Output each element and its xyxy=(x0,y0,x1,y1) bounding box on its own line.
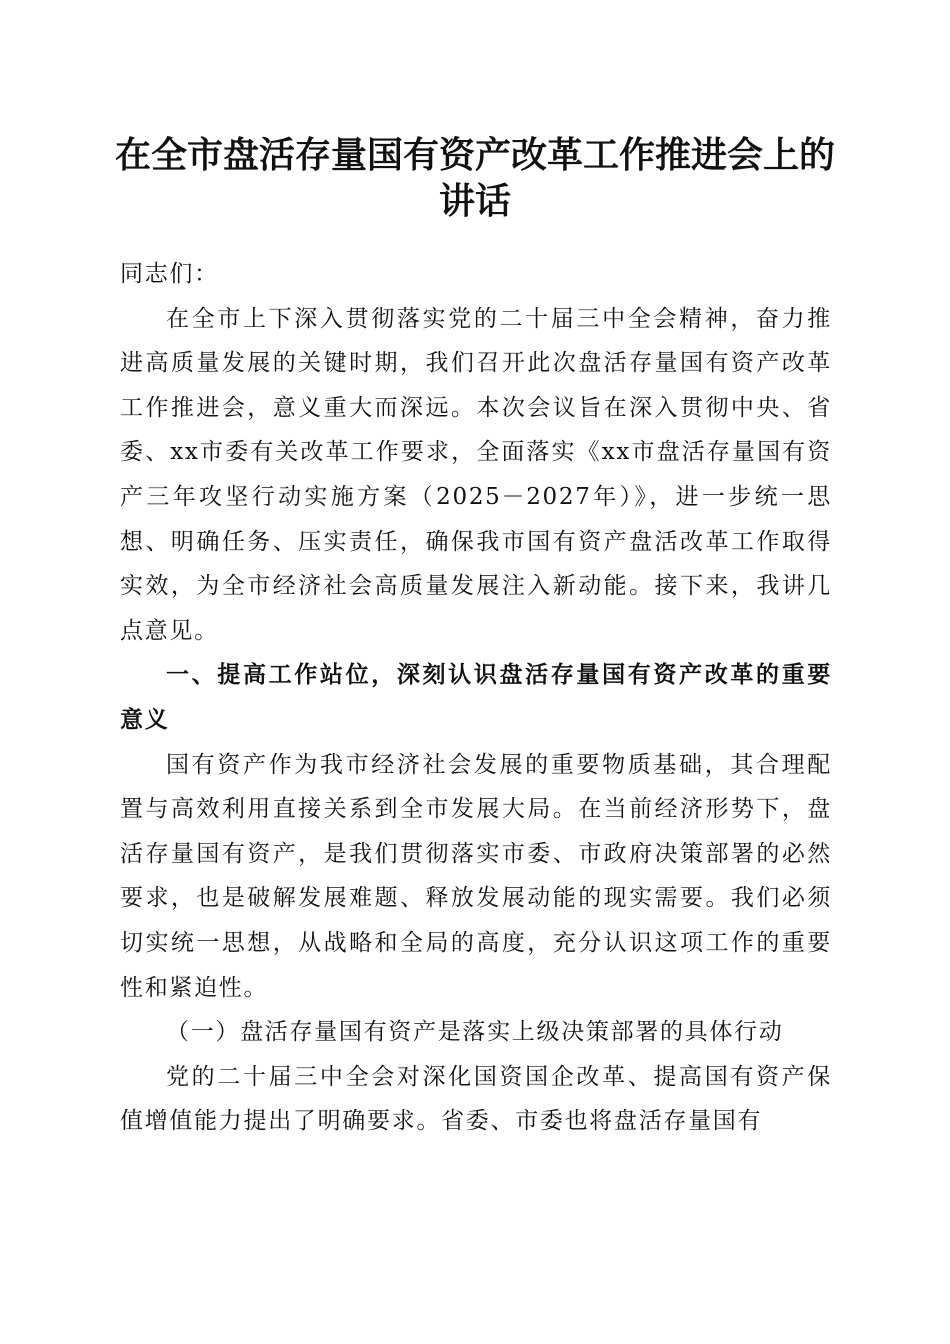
section-heading-1: 一、提高工作站位，深刻认识盘活存量国有资产改革的重要意义 xyxy=(120,662,832,733)
subsection-1-paragraph: 党的二十届三中全会对深化国资国企改革、提高国有资产保值增值能力提出了明确要求。省委、市委也将盘活存量国有 xyxy=(120,1063,832,1135)
salutation: 同志们： xyxy=(120,261,219,287)
subsection-heading-1: （一）盘活存量国有资产是落实上级决策部署的具体行动 xyxy=(166,1019,784,1046)
document-body xyxy=(120,252,832,1144)
document-title: 在全市盘活存量国有资产改革工作推进会上的讲话 xyxy=(114,134,835,222)
section-1-paragraph: 国有资产作为我市经济社会发展的重要物质基础，其合理配置与高效利用直接关系到全市发展大局。在当前经济形势下，盘活存量国有资产，是我们贯彻落实市委、市政府决策部署的必然要求，也是破解发展难题、释放发展动能的现实需要。我们必须切实统一思想，从战略和全局的高度，充分认识这项工作的重要性和紧迫性。 xyxy=(120,751,832,1001)
intro-paragraph: 在全市上下深入贯彻落实党的二十届三中全会精神，奋力推进高质量发展的关键时期，我们召开此次盘活存量国有资产改革工作推进会，意义重大而深远。本次会议旨在深入贯彻中央、省委、xx市委有关改革工作要求，全面落实《xx市盘活存量国有资产三年攻坚行动实施方案（2025－2027年）》，进一步统一思想、明确任务、压实责任，确保我市国有资产盘活改革工作取得实效，为全市经济社会高质量发展注入新动能。接下来，我讲几点意见。 xyxy=(120,305,832,644)
